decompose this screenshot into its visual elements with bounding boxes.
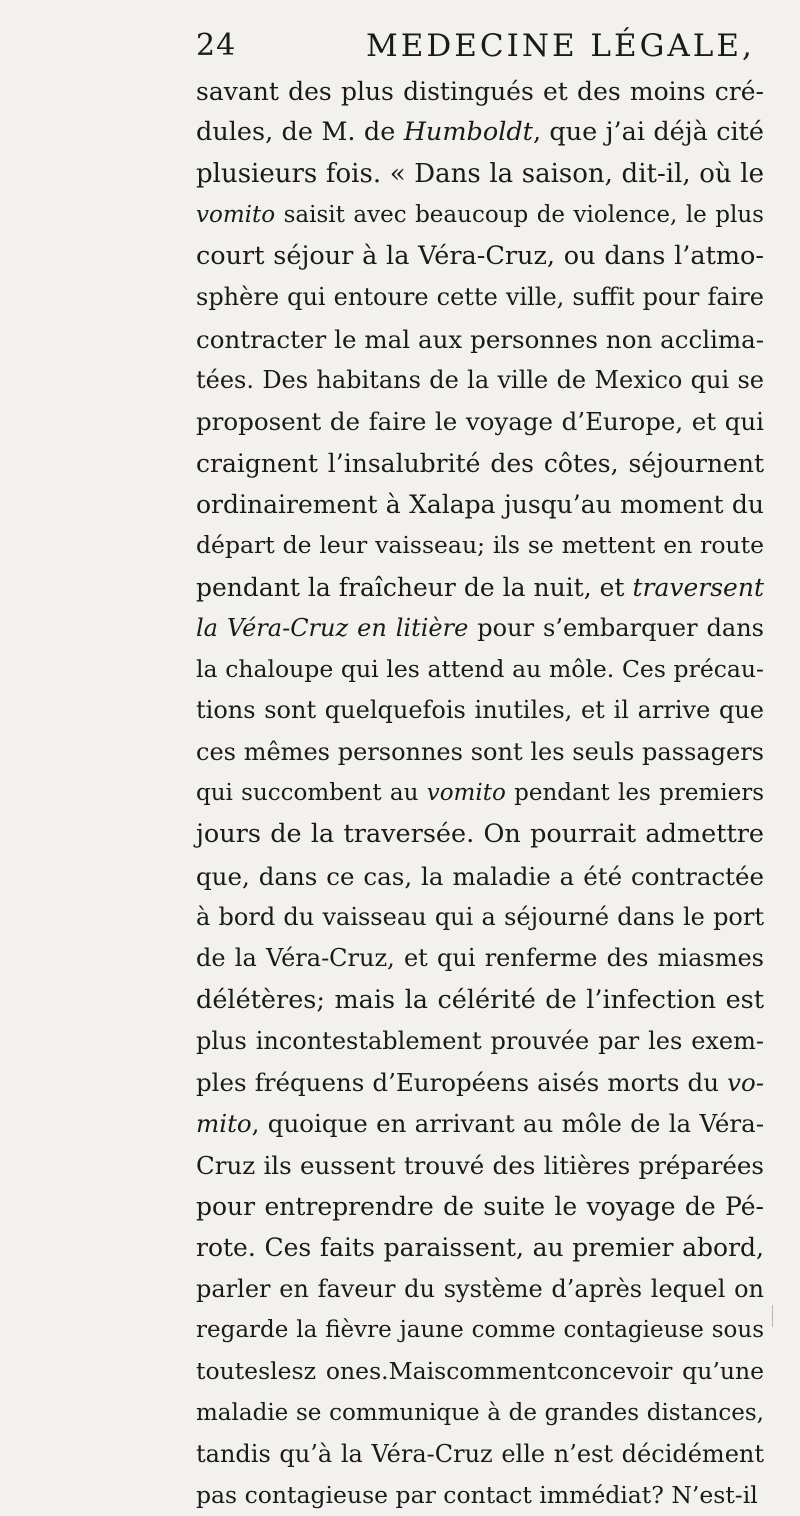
text-line xyxy=(196,1062,764,1103)
page-header xyxy=(196,28,756,72)
text-run: proposent de faire le voyage d’Europe, et qui xyxy=(196,407,764,437)
text-run: Cruz ils eussent trouvé des litières préparées xyxy=(196,1150,764,1180)
text-line xyxy=(196,1310,764,1351)
text-run: la chaloupe qui les attend au môle. Ces précau- xyxy=(196,655,764,684)
text-line xyxy=(196,732,764,773)
text-line xyxy=(196,277,764,318)
text-run: sphère qui entoure cette ville, suffit pour faire xyxy=(196,283,764,312)
text-line xyxy=(196,567,764,608)
text-run: plusieurs fois. « Dans la saison, dit-il, où le xyxy=(196,158,764,189)
text-line xyxy=(196,154,764,195)
text-line xyxy=(196,980,764,1021)
text-run: rote. Ces faits paraissent, au premier abord, xyxy=(196,1233,764,1263)
text-run: tions sont quelquefois inutiles, et il arrive que xyxy=(196,696,764,725)
italic-text: vomito xyxy=(426,780,506,807)
text-line xyxy=(196,71,764,112)
text-run: savant des plus distingués et des moins cré- xyxy=(196,77,764,106)
text-run: pour s’embarquer dans xyxy=(468,613,764,642)
text-run: ces mêmes personnes sont les seuls passagers xyxy=(196,737,764,766)
text-line xyxy=(196,1434,764,1475)
page-number: 24 xyxy=(196,28,237,63)
text-line xyxy=(196,690,764,731)
text-line xyxy=(196,938,764,979)
text-run: à bord du vaisseau qui a séjourné dans le port xyxy=(196,902,764,931)
text-run: , que j’ai déjà cité xyxy=(532,117,764,148)
text-run: saisit avec beaucoup de violence, le plus xyxy=(275,201,764,228)
text-line xyxy=(196,319,764,360)
text-line xyxy=(196,401,764,442)
text-line xyxy=(196,1145,764,1186)
text-line xyxy=(196,1227,764,1268)
text-line xyxy=(196,112,764,153)
text-line xyxy=(196,608,764,649)
text-run: parler en faveur du système d’après lequel on xyxy=(196,1274,764,1303)
italic-text: mito xyxy=(196,1109,252,1139)
text-line xyxy=(196,897,764,938)
italic-text: traversent xyxy=(632,572,764,602)
text-run: que, dans ce cas, la maladie a été contractée xyxy=(196,861,764,891)
text-run: départ de leur vaisseau; ils se mettent en route xyxy=(196,531,764,560)
text-line xyxy=(196,195,764,236)
italic-text: vo- xyxy=(727,1068,764,1098)
text-run: plus incontestablement prouvée par les exem- xyxy=(196,1026,764,1055)
text-run: , quoique en arrivant au môle de la Véra- xyxy=(251,1109,764,1139)
text-run: de la Véra-Cruz, et qui renferme des miasmes xyxy=(196,944,764,973)
text-line xyxy=(196,1475,764,1516)
text-run: regarde la fièvre jaune comme contagieuse sous xyxy=(196,1316,764,1343)
text-run: ordinairement à Xalapa jusqu’au moment du xyxy=(196,489,764,519)
text-line xyxy=(196,814,764,855)
text-line xyxy=(196,1186,764,1227)
text-run: pendant la fraîcheur de la nuit, et xyxy=(196,572,633,602)
text-line xyxy=(196,649,764,690)
margin-mark xyxy=(772,1305,773,1327)
text-run: pas contagieuse par contact immédiat? N’est-il xyxy=(196,1481,758,1510)
running-title: MEDECINE LÉGALE, xyxy=(366,28,755,64)
text-line xyxy=(196,525,764,566)
body-text xyxy=(196,71,764,1516)
text-run: court séjour à la Véra-Cruz, ou dans l’atmo- xyxy=(196,241,764,272)
text-run: maladie se communique à de grandes distances, xyxy=(196,1399,764,1426)
text-line xyxy=(196,1393,764,1434)
text-line xyxy=(196,1103,764,1144)
text-run: délétères; mais la célérité de l’infection est xyxy=(196,984,764,1015)
text-run: tées. Des habitans de la ville de Mexico qui se xyxy=(196,366,764,395)
text-line xyxy=(196,484,764,525)
text-run: qui succombent au xyxy=(196,780,427,807)
text-line xyxy=(196,1269,764,1310)
text-line xyxy=(196,856,764,897)
text-line xyxy=(196,773,764,814)
text-run: jours de la traversée. On pourrait admettre xyxy=(196,819,764,850)
italic-text: Humboldt xyxy=(403,117,533,148)
text-line xyxy=(196,1021,764,1062)
text-line xyxy=(196,236,764,277)
text-line xyxy=(196,443,764,484)
text-run: touteslesz ones.Maiscommentconcevoir qu’une xyxy=(196,1357,764,1386)
text-line xyxy=(196,1351,764,1392)
text-run: pendant les premiers xyxy=(505,780,765,807)
text-run: tandis qu’à la Véra-Cruz elle n’est décidément xyxy=(196,1439,764,1468)
text-run: contracter le mal aux personnes non acclima- xyxy=(196,324,764,354)
italic-text: la Véra-Cruz en litière xyxy=(196,613,469,642)
text-run: ples fréquens d’Européens aisés morts du xyxy=(196,1068,728,1098)
text-run: dules, de M. de xyxy=(196,117,404,148)
text-run: pour entreprendre de suite le voyage de Pé- xyxy=(196,1192,764,1222)
italic-text: vomito xyxy=(196,201,276,228)
text-run: craignent l’insalubrité des côtes, séjournent xyxy=(196,448,764,478)
text-line xyxy=(196,360,764,401)
